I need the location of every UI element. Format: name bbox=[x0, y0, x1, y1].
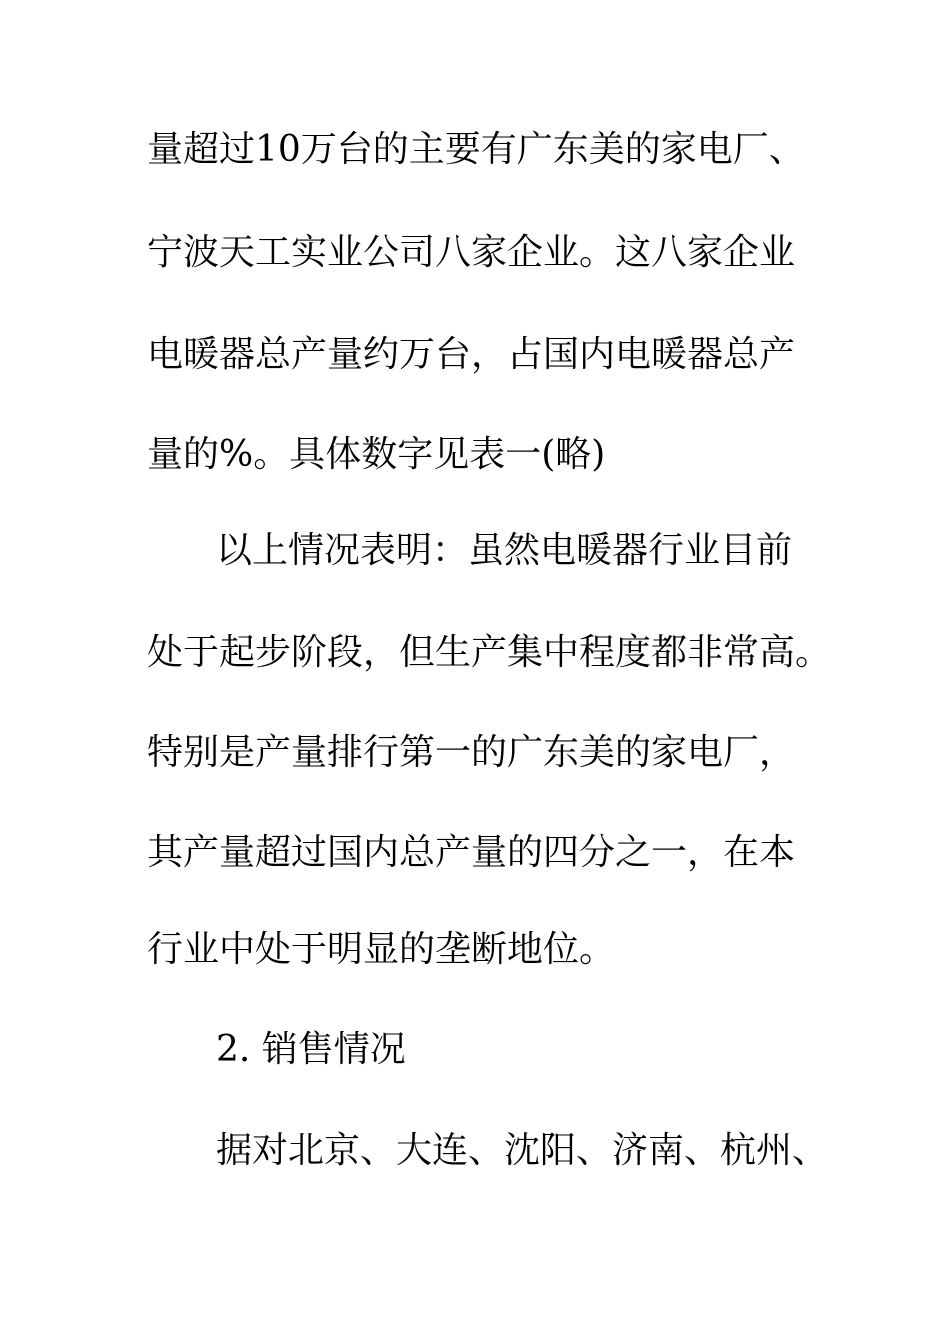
paragraph-start-line-5: 以上情况表明：虽然电暖器行业目前 bbox=[216, 530, 793, 571]
paragraph-start-line-11: 据对北京、大连、沈阳、济南、杭州、 bbox=[216, 1130, 829, 1171]
text-line-6: 处于起步阶段，但生产集中程度都非常高。 bbox=[147, 632, 832, 673]
text-line-3: 电暖器总产量约万台，占国内电暖器总产 bbox=[147, 334, 796, 375]
text-line-7: 特别是产量排行第一的广东美的家电厂， bbox=[147, 732, 796, 773]
text-line-4: 量的%。具体数字见表一(略) bbox=[147, 434, 606, 475]
text-line-9: 行业中处于明显的垄断地位。 bbox=[147, 929, 616, 970]
section-heading: 2. 销售情况 bbox=[216, 1029, 406, 1070]
text-line-2: 宁波天工实业公司八家企业。这八家企业 bbox=[147, 232, 796, 273]
text-line-8: 其产量超过国内总产量的四分之一，在本 bbox=[147, 832, 796, 873]
text-line-1: 量超过10万台的主要有广东美的家电厂、 bbox=[147, 129, 805, 170]
